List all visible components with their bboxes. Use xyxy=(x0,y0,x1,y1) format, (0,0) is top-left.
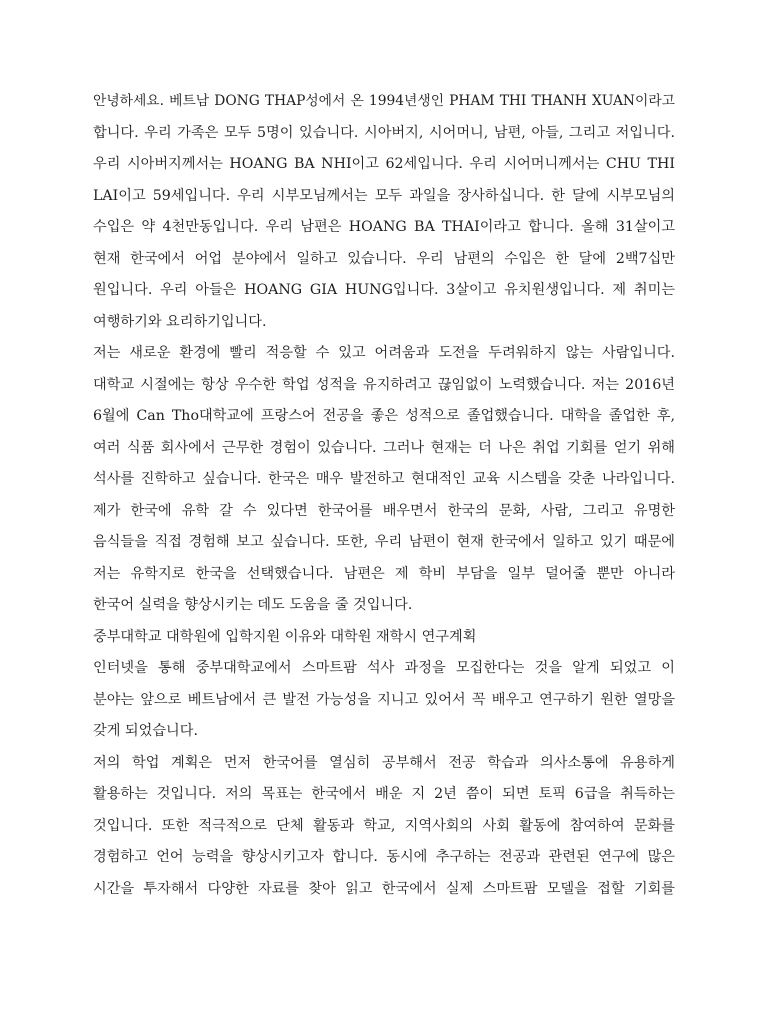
text-line: 음식들을 직접 경험해 보고 싶습니다. 또한, 우리 남편이 현재 한국에서 일하고 있기 때문에 xyxy=(93,534,675,550)
paragraph xyxy=(93,338,675,622)
text-line: 석사를 진학하고 싶습니다. 한국은 매우 발전하고 현대적인 교육 시스템을 갖춘 나라입니다. xyxy=(93,471,675,487)
text-line: 한국어 실력을 향상시키는 데도 도움을 줄 것입니다. xyxy=(93,597,413,613)
text-line: 시간을 투자해서 다양한 자료를 찾아 읽고 한국에서 실제 스마트팜 모델을 접할 기회를 xyxy=(93,880,675,897)
text-line: 경험하고 언어 능력을 향상시키고자 합니다. 동시에 추구하는 전공과 관련된 연구에 많은 xyxy=(93,849,675,865)
text-line: 안녕하세요. 베트남 DONG THAP성에서 온 1994년생인 PHAM THI THANH XUAN이라고 xyxy=(93,93,675,109)
text-line: 저는 새로운 환경에 빨리 적응할 수 있고 어려움과 도전을 두려워하지 않는 사람입니다. xyxy=(93,345,675,361)
text-line: 수입은 약 4천만동입니다. 우리 남편은 HOANG BA THAI이라고 합니다. 올해 31살이고 xyxy=(93,219,675,235)
text-line: 현재 한국에서 어업 분야에서 일하고 있습니다. 우리 남편의 수입은 한 달에 2백7십만 xyxy=(93,250,675,267)
heading-text: 중부대학교 대학원에 입학지원 이유와 대학원 재학시 연구계획 xyxy=(93,628,477,645)
paragraph xyxy=(93,653,675,748)
text-line: 저는 유학지로 한국을 선택했습니다. 남편은 제 학비 부담을 일부 덜어줄 뿐만 아니라 xyxy=(93,565,675,582)
text-line: 제가 한국에 유학 갈 수 있다면 한국어를 배우면서 한국의 문화, 사람, 그리고 유명한 xyxy=(93,502,675,519)
text-line: 대학교 시절에는 항상 우수한 학업 성적을 유지하려고 끊임없이 노력했습니다. 저는 2016년 xyxy=(93,376,675,393)
document-body xyxy=(93,86,675,905)
text-line: 합니다. 우리 가족은 모두 5명이 있습니다. 시아버지, 시어머니, 남편, 아들, 그리고 저입니다. xyxy=(93,124,675,141)
section-heading xyxy=(93,622,675,654)
text-line: 여러 식품 회사에서 근무한 경험이 있습니다. 그러나 현재는 더 나은 취업 기회를 얻기 위해 xyxy=(93,439,675,456)
text-line: 원입니다. 우리 아들은 HOANG GIA HUNG입니다. 3살이고 유치원생입니다. 제 취미는 xyxy=(93,282,675,298)
text-line: 인터넷을 통해 중부대학교에서 스마트팜 석사 과정을 모집한다는 것을 알게 되었고 이 xyxy=(93,660,675,676)
text-line: 6월에 Can Tho대학교에 프랑스어 전공을 좋은 성적으로 졸업했습니다. 대학을 졸업한 후, xyxy=(93,408,675,424)
text-line: 우리 시아버지께서는 HOANG BA NHI이고 62세입니다. 우리 시어머니께서는 CHU THI xyxy=(93,156,675,172)
text-line: 활용하는 것입니다. 저의 목표는 한국에서 배운 지 2년 쯤이 되면 토픽 6급을 취득하는 xyxy=(93,786,675,802)
text-line: 저의 학업 계획은 먼저 한국어를 열심히 공부해서 전공 학습과 의사소통에 유용하게 xyxy=(93,754,675,771)
paragraph xyxy=(93,748,675,906)
paragraph xyxy=(93,86,675,338)
text-line: 갖게 되었습니다. xyxy=(93,723,198,739)
text-line: 것입니다. 또한 적극적으로 단체 활동과 학교, 지역사회의 사회 활동에 참여하여 문화를 xyxy=(93,817,675,834)
text-line: 여행하기와 요리하기입니다. xyxy=(93,313,267,330)
text-line: LAI이고 59세입니다. 우리 시부모님께서는 모두 과일을 장사하십니다. 한 달에 시부모님의 xyxy=(93,187,675,204)
text-line: 분야는 앞으로 베트남에서 큰 발전 가능성을 지니고 있어서 꼭 배우고 연구하기 원한 열망을 xyxy=(93,691,675,708)
